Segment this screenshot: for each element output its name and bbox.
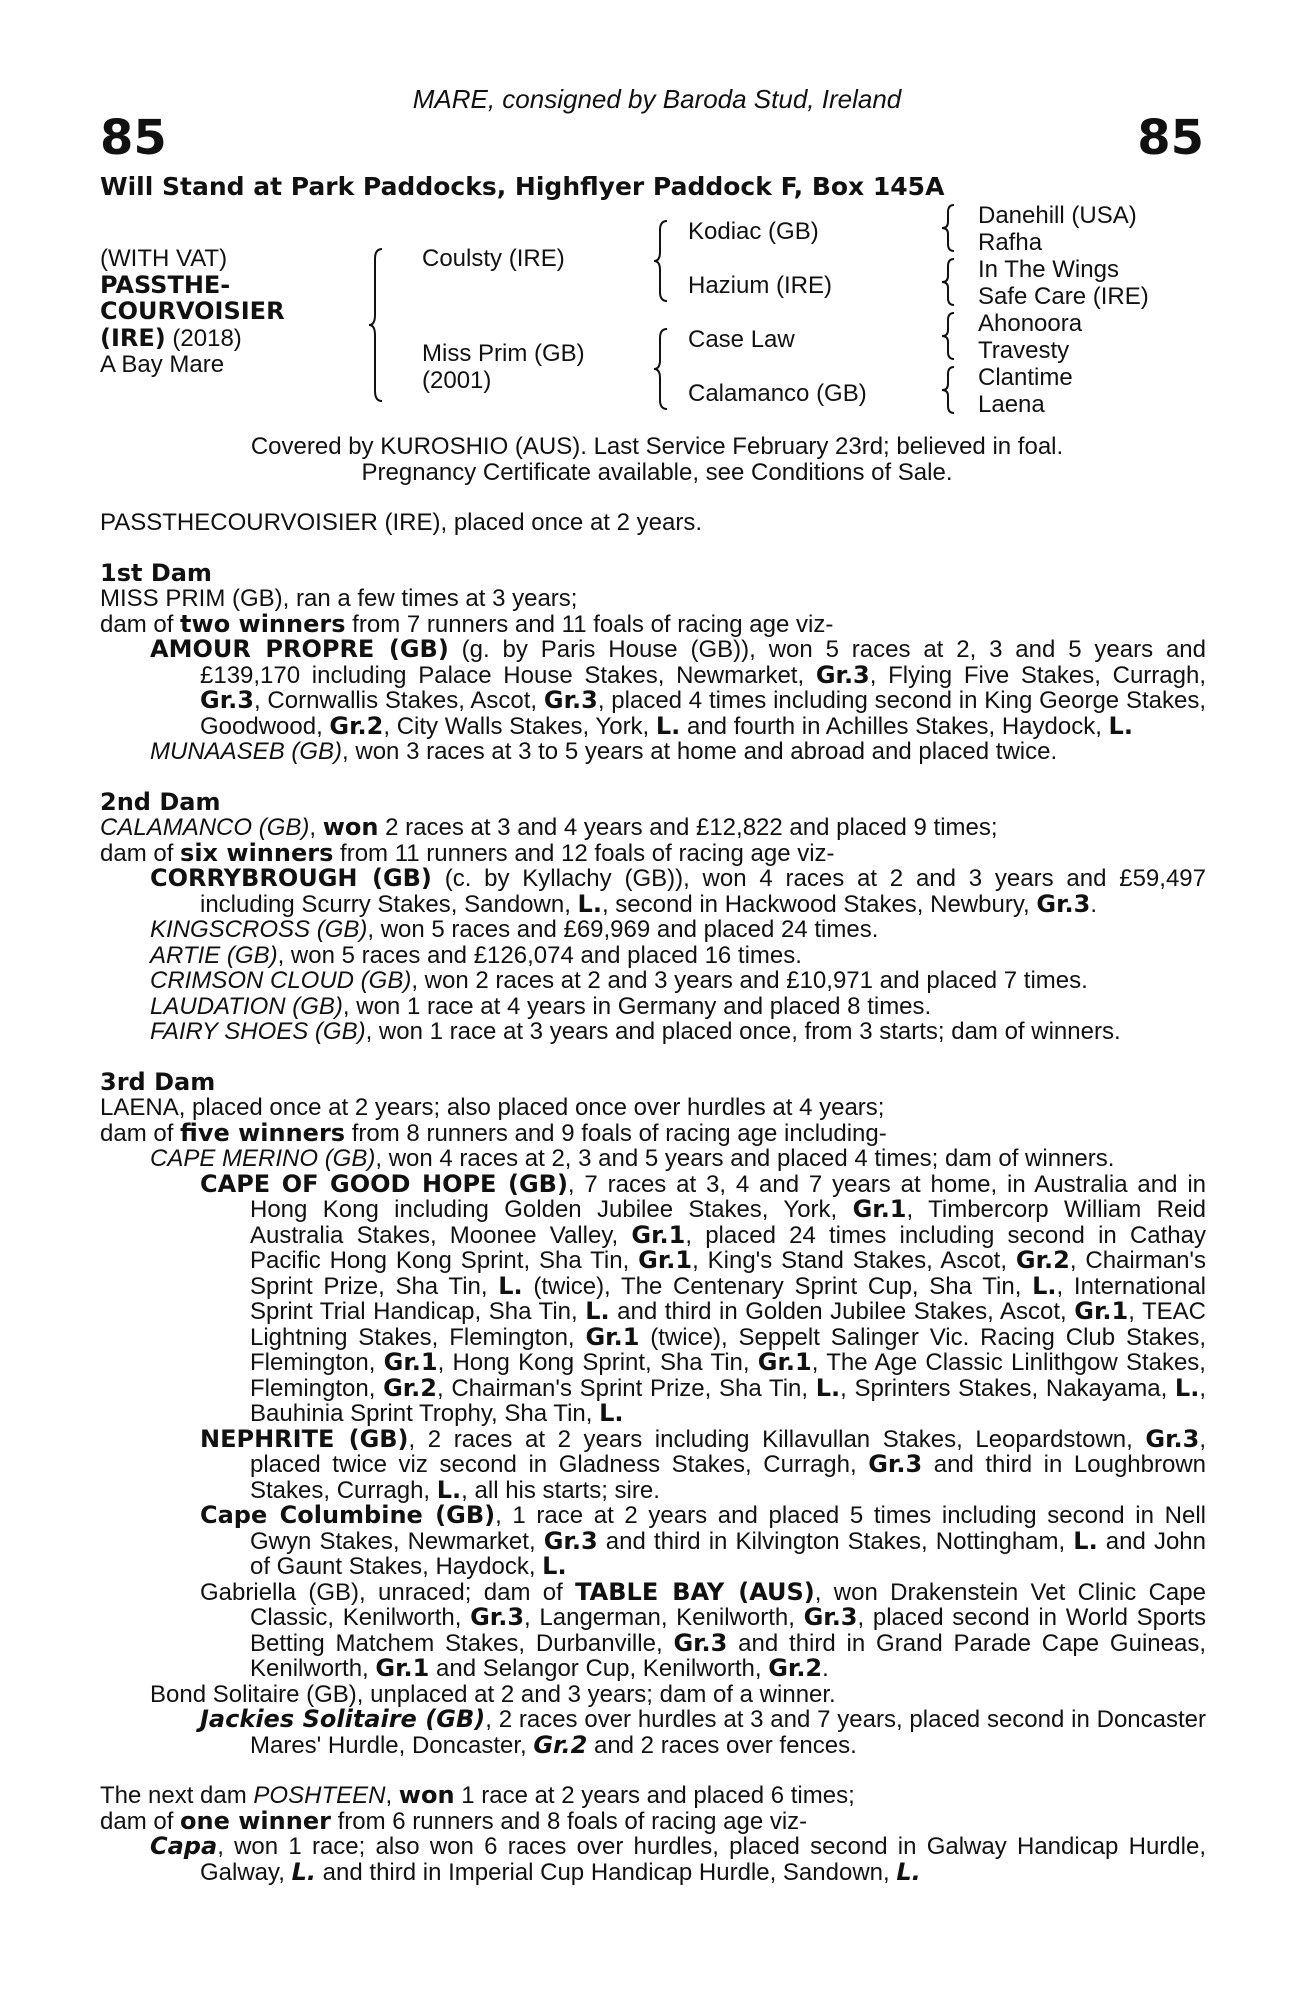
produce-bond-solitaire: Bond Solitaire (GB), unplaced at 2 and 3 years; dam of a winner. bbox=[150, 1680, 836, 1708]
horse-name-line2: COURVOISIER bbox=[100, 297, 285, 325]
produce-jackies-solitaire: Jackies Solitaire (GB), 2 races over hurdles at 3 and 7 years, placed second in Doncaster Mares' Hurdle, Doncaster, Gr.2 and 2 races over fences. bbox=[200, 1705, 1207, 1759]
ped-ddd: Laena bbox=[978, 391, 1045, 418]
pedigree-brace-g3-4 bbox=[940, 364, 958, 416]
horse-description: A Bay Mare bbox=[100, 351, 225, 378]
pedigree-brace-g3-2 bbox=[940, 256, 958, 308]
horse-name-line1: PASSTHE- bbox=[100, 271, 231, 299]
next-dam-line2: dam of one winner from 6 runners and 8 foals of racing age viz- bbox=[100, 1806, 808, 1835]
third-dam-heading: 3rd Dam bbox=[100, 1067, 216, 1096]
produce-fairy-shoes: FAIRY SHOES (GB), won 1 race at 3 years and placed once, from 3 starts; dam of winners. bbox=[150, 1018, 1121, 1045]
produce-cape-merino: CAPE MERINO (GB), won 4 races at 2, 3 and 5 years and placed 4 times; dam of winners. bbox=[150, 1145, 1115, 1172]
produce-munaaseb: MUNAASEB (GB), won 3 races at 3 to 5 years at home and abroad and placed twice. bbox=[150, 738, 1058, 765]
first-dam-line1: MISS PRIM (GB), ran a few times at 3 years; bbox=[100, 585, 578, 612]
next-dam-section bbox=[100, 1783, 1206, 1885]
first-dam-line2: dam of two winners from 7 runners and 11 foals of racing age viz- bbox=[100, 609, 834, 638]
pedigree-table bbox=[0, 0, 1314, 430]
produce-laudation: LAUDATION (GB), won 1 race at 4 years in Germany and placed 8 times. bbox=[150, 992, 932, 1020]
second-dam-section bbox=[100, 787, 1206, 1045]
catalogue-body bbox=[100, 510, 1206, 1885]
covered-line2: Pregnancy Certificate available, see Conditions of Sale. bbox=[361, 459, 953, 486]
stable-location: Will Stand at Park Paddocks, Highflyer Paddock F, Box 145A bbox=[100, 172, 945, 201]
dam-year: (2001) bbox=[422, 367, 492, 394]
ped-dss: Ahonoora bbox=[978, 310, 1083, 337]
lot-number-right: 85 bbox=[1137, 110, 1204, 166]
third-dam-section bbox=[100, 1067, 1207, 1759]
produce-nephrite: NEPHRITE (GB), 2 races at 2 years including Killavullan Stakes, Leopardstown, Gr.3, placed twice viz second in Gladness Stakes, Curragh, Gr.3 and third in Loughbrown Stakes, Curragh, L., all his starts; sire. bbox=[200, 1424, 1206, 1504]
second-dam-line2: dam of six winners from 11 runners and 12 foals of racing age viz- bbox=[100, 838, 835, 867]
ped-sdd: Safe Care (IRE) bbox=[978, 283, 1149, 310]
produce-cape-columbine: Cape Columbine (GB), 1 race at 2 years and placed 5 times including second in Nell Gwyn Stakes, Newmarket, Gr.3 and third in Kilvington Stakes, Nottingham, L. and John of Gaunt Stakes, Haydock, L. bbox=[200, 1501, 1206, 1580]
pedigree-brace-sire bbox=[652, 218, 672, 304]
ped-dsd: Travesty bbox=[978, 337, 1070, 364]
dam-dam: Calamanco (GB) bbox=[688, 380, 867, 407]
third-dam-line2: dam of five winners from 8 runners and 9 foals of racing age including- bbox=[100, 1118, 887, 1147]
next-dam-line1: The next dam POSHTEEN, won 1 race at 2 years and placed 6 times; bbox=[100, 1781, 855, 1809]
produce-corrybrough: CORRYBROUGH (GB) (c. by Kyllachy (GB)), won 4 races at 2 and 3 years and £59,497 including Scurry Stakes, Sandown, L., second in Hackwood Stakes, Newbury, Gr.3. bbox=[150, 864, 1206, 918]
third-dam-line1: LAENA, placed once at 2 years; also placed once over hurdles at 4 years; bbox=[100, 1094, 885, 1121]
sire-sire: Kodiac (GB) bbox=[688, 218, 819, 245]
pedigree-brace-g3-3 bbox=[940, 310, 958, 362]
horse-name-line3 bbox=[100, 324, 242, 353]
lot-number-left: 85 bbox=[100, 110, 167, 166]
intro-line: PASSTHECOURVOISIER (IRE), placed once at 2 years. bbox=[100, 509, 702, 536]
sire-dam: Hazium (IRE) bbox=[688, 272, 833, 299]
ped-sss: Danehill (USA) bbox=[978, 202, 1137, 229]
covered-note bbox=[0, 434, 1314, 486]
pedigree-brace-gen1 bbox=[366, 245, 388, 405]
first-dam-heading: 1st Dam bbox=[100, 558, 212, 587]
dam: Miss Prim (GB) bbox=[422, 340, 585, 367]
pedigree-brace-dam bbox=[652, 326, 672, 412]
produce-capa: Capa, won 1 race; also won 6 races over hurdles, placed second in Galway Handicap Hurdle, Galway, L. and third in Imperial Cup Handicap Hurdle, Sandown, L. bbox=[150, 1832, 1206, 1886]
produce-cape-of-good-hope: CAPE OF GOOD HOPE (GB), 7 races at 3, 4 and 7 years at home, in Australia and in Hong Kong including Golden Jubilee Stakes, York, Gr.1, Timbercorp William Reid Australia Stakes, Moonee Valley, Gr.1, placed 24 times including second in Cathay Pacific Hong Kong Sprint, Sha Tin, Gr.1, King's Stand Stakes, Ascot, Gr.2, Chairman's Sprint Prize, Sha Tin, L. (twice), The Centenary Sprint Cup, Sha Tin, L., International Sprint Trial Handicap, Sha Tin, L. and third in Golden Jubilee Stakes, Ascot, Gr.1, TEAC Lightning Stakes, Flemington, Gr.1 (twice), Seppelt Salinger Vic. Racing Club Stakes, Flemington, Gr.1, Hong Kong Sprint, Sha Tin, Gr.1, The Age Classic Linlithgow Stakes, Flemington, Gr.2, Chairman's Sprint Prize, Sha Tin, L., Sprinters Stakes, Nakayama, L., Bauhinia Sprint Trophy, Sha Tin, L. bbox=[200, 1169, 1207, 1427]
first-dam-section bbox=[100, 558, 1207, 765]
pedigree-brace-g3-1 bbox=[940, 202, 958, 254]
sire: Coulsty (IRE) bbox=[422, 245, 565, 272]
dam-sire: Case Law bbox=[688, 326, 795, 353]
ped-sds: In The Wings bbox=[978, 256, 1119, 283]
produce-artie: ARTIE (GB), won 5 races and £126,074 and placed 16 times. bbox=[150, 941, 802, 969]
covered-line1: Covered by KUROSHIO (AUS). Last Service February 23rd; believed in foal. bbox=[250, 433, 1064, 460]
second-dam-heading: 2nd Dam bbox=[100, 787, 221, 816]
produce-crimson-cloud: CRIMSON CLOUD (GB), won 2 races at 2 and 3 years and £10,971 and placed 7 times. bbox=[150, 967, 1088, 994]
produce-kingscross: KINGSCROSS (GB), won 5 races and £69,969 and placed 24 times. bbox=[150, 916, 879, 943]
horse-country: (IRE) bbox=[100, 324, 166, 352]
produce-gabriella: Gabriella (GB), unraced; dam of TABLE BAY (AUS), won Drakenstein Vet Clinic Cape Classic, Kenilworth, Gr.3, Langerman, Kenilworth, Gr.3, placed second in World Sports Betting Matchem Stakes, Durbanville, Gr.3 and third in Grand Parade Cape Guineas, Kenilworth, Gr.1 and Selangor Cup, Kenilworth, Gr.2. bbox=[200, 1577, 1206, 1682]
vat-note: (WITH VAT) bbox=[100, 245, 228, 272]
produce-amour-propre: AMOUR PROPRE (GB) (g. by Paris House (GB)), won 5 races at 2, 3 and 5 years and £139,170 including Palace House Stakes, Newmarket, Gr.3, Flying Five Stakes, Curragh, Gr.3, Cornwallis Stakes, Ascot, Gr.3, placed 4 times including second in King George Stakes, Goodwood, Gr.2, City Walls Stakes, York, L. and fourth in Achilles Stakes, Haydock, L. bbox=[150, 635, 1207, 740]
horse-year: (2018) bbox=[165, 325, 242, 352]
consignor-line: MARE, consigned by Baroda Stud, Ireland bbox=[412, 84, 902, 114]
second-dam-line1: CALAMANCO (GB), won 2 races at 3 and 4 years and £12,822 and placed 9 times; bbox=[100, 813, 998, 841]
ped-dds: Clantime bbox=[978, 364, 1073, 391]
ped-ssd: Rafha bbox=[978, 229, 1043, 256]
